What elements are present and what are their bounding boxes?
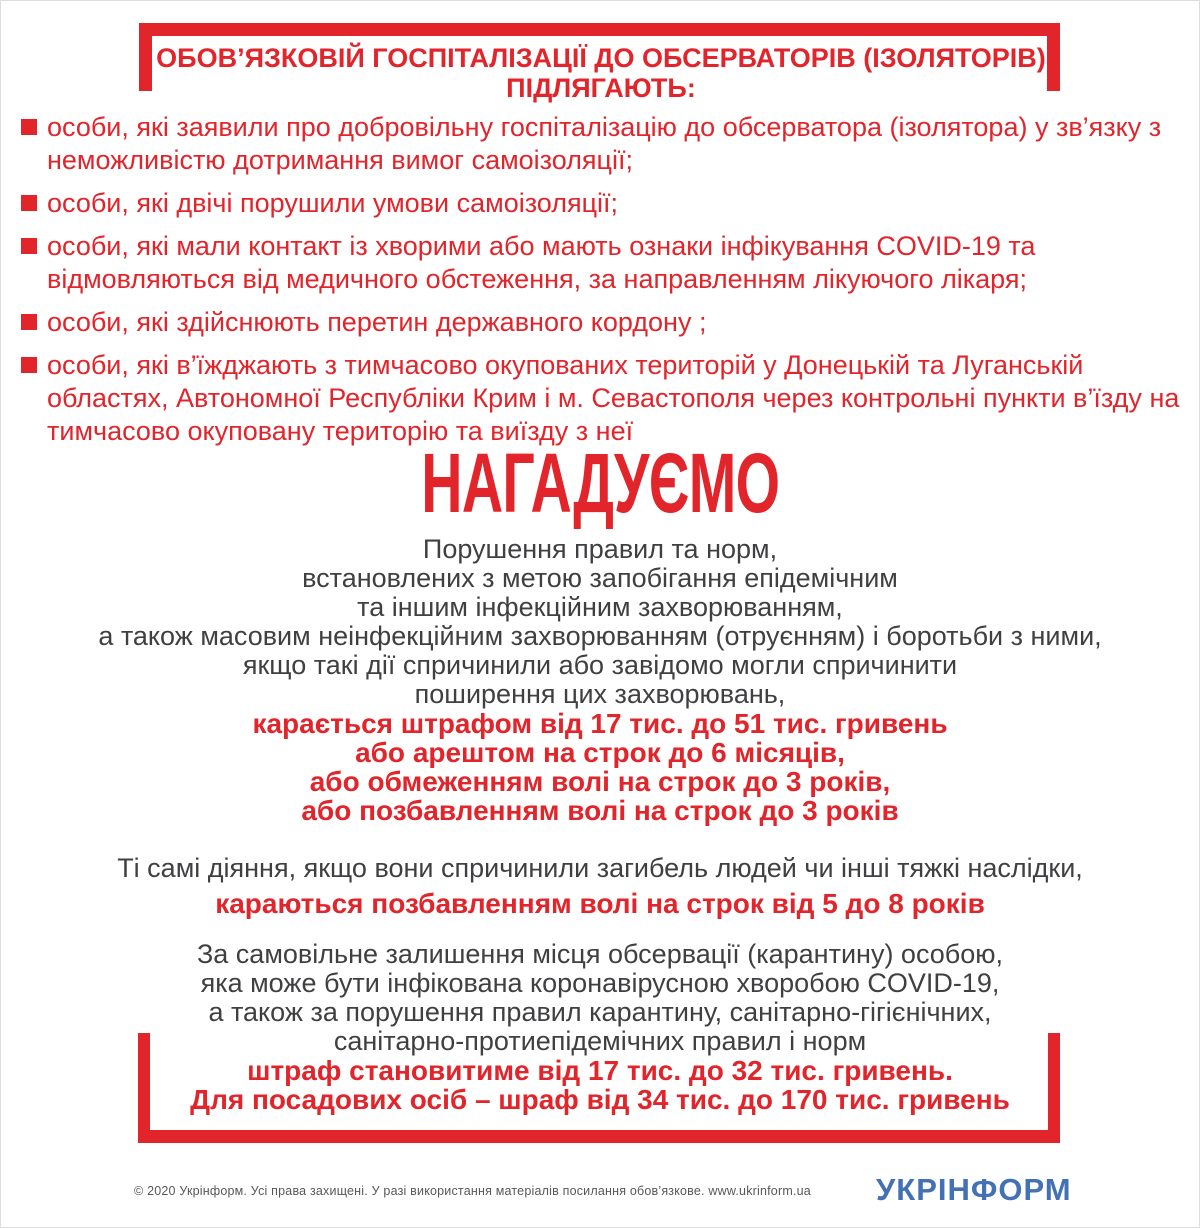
bullet-item: [21, 187, 1191, 220]
bullet-square-icon: [21, 195, 37, 211]
penalty-line: або обмеженням волі на строк до 3 років,: [309, 766, 891, 797]
violation-paragraph-block: [1, 535, 1199, 825]
bullet-item: [21, 111, 1191, 177]
bullet-item: [21, 230, 1191, 296]
bullet-square-icon: [21, 314, 37, 330]
paragraph-line: поширення цих захворювань,: [414, 679, 786, 709]
bullet-text: особи, які двічі порушили умови самоізоляції;: [47, 188, 619, 218]
penalty-line: Для посадових осіб – шраф від 34 тис. до 170 тис. гривень: [190, 1084, 1010, 1115]
reminder-heading-text: НАГАДУЄМО: [420, 436, 780, 530]
bullet-square-icon: [21, 357, 37, 373]
bottom-frame-bracket: [138, 1033, 1060, 1143]
poster-title-line1: ОБОВ’ЯЗКОВІЙ ГОСПІТАЛІЗАЦІЇ ДО ОБСЕРВАТОРІВ (ІЗОЛЯТОРІВ): [156, 43, 1046, 73]
penalty-line: або позбавленням волі на строк до 3 років: [301, 795, 899, 826]
penalty-line: карається штрафом від 17 тис. до 51 тис. гривень: [252, 708, 948, 739]
paragraph-line: За самовільне залишення місця обсервації (карантину) особою,: [196, 939, 1004, 969]
penalty-line: штраф становитиме від 17 тис. до 32 тис. гривень.: [247, 1055, 953, 1086]
paragraph-line: якщо такі дії спричинили або завідомо могли спричинити: [242, 650, 958, 680]
paragraph-line: Порушення правил та норм,: [422, 534, 778, 564]
bullet-item: [21, 306, 1191, 339]
penalty-lines-1: [1, 709, 1199, 825]
bullet-text: особи, які мали контакт із хворими або мають ознаки інфікування COVID-19 та відмовляються від медичного обстеження, за направленням лікуючого лікаря;: [47, 231, 1036, 294]
paragraph-line: встановлених з метою запобігання епідемічним: [302, 563, 898, 593]
violation-paragraph-lines: [1, 535, 1199, 709]
paragraph-line: а також за порушення правил карантину, санітарно-гігієнічних,: [208, 997, 992, 1027]
same-acts-block: [1, 851, 1199, 921]
bullet-square-icon: [21, 238, 37, 254]
bullet-text: особи, які в’їжджають з тимчасово окупованих територій у Донецькій та Луганській областях, Автономної Республіки Крим і м. Севастополя через контрольні пункти в’їзду на тимчасово окуповану територію та виїзду з неї: [47, 350, 1180, 446]
penalty-line: або арештом на строк до 6 місяців,: [355, 737, 845, 768]
bullet-list: [21, 111, 1191, 458]
bullet-text: особи, які здійснюють перетин державного кордону ;: [47, 307, 707, 337]
paragraph-line: а також масовим неінфекційним захворюванням (отруєнням) і боротьби з ними,: [98, 621, 1102, 651]
paragraph-line: та іншим інфекційним захворюванням,: [357, 592, 843, 622]
poster-title: [156, 43, 1046, 103]
footer-copyright: © 2020 Укрінформ. Усі права захищені. У разі використання матеріалів посилання обов’язкове. www.ukrinform.ua: [134, 1184, 811, 1198]
bullet-item: [21, 349, 1191, 448]
ukrinform-logo: УКРІНФОРМ: [876, 1172, 1072, 1207]
paragraph-line: санітарно-протиепідемічних правил і норм: [333, 1026, 867, 1056]
reminder-heading: [1, 436, 1199, 548]
bullet-text: особи, які заявили про добровільну госпіталізацію до обсерватора (ізолятора) у зв’язку з неможливістю дотримання вимог самоізоляції;: [47, 112, 1162, 175]
paragraph-line: Ті самі діяння, якщо вони спричинили загибель людей чи інші тяжкі наслідки,: [117, 853, 1083, 883]
penalty-line: караються позбавленням волі на строк від 5 до 8 років: [215, 888, 985, 919]
bullet-square-icon: [21, 119, 37, 135]
paragraph-line: яка може бути інфікована коронавірусною хворобою COVID-19,: [200, 968, 1000, 998]
poster-title-line2: ПІДЛЯГАЮТЬ:: [506, 73, 696, 103]
